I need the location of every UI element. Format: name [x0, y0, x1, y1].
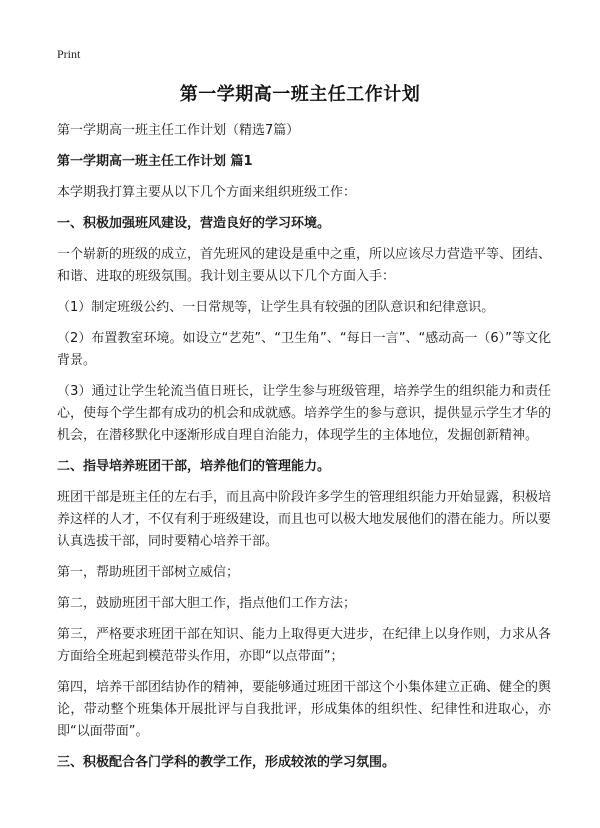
intro-paragraph: 本学期我打算主要从以下几个方面来组织班级工作： — [57, 185, 357, 200]
point-first: 第一，帮助班团干部树立威信； — [57, 565, 240, 580]
list-item-3: （3）通过让学生轮流当值日班长，让学生参与班级管理，培养学生的组织能力和责任心，使每个学生都有成功的机会和成就感。培养学生的参与意识，提供显示学生才华的机会，在潜移默化中逐渐形成自理自治能力，体现学生的主体地位，发掘创新精神。 — [57, 384, 552, 443]
point-fourth: 第四，培养干部团结协作的精神，要能够通过班团干部这个小集体建立正确、健全的舆论，带动整个班集体开展批评与自我批评，形成集体的组织性、纪律性和进取心，亦即“以面带面”。 — [57, 680, 552, 739]
point-third: 第三，严格要求班团干部在知识、能力上取得更大进步，在纪律上以身作则，力求从各方面给全班起到模范带头作用，亦即“以点带面”； — [57, 627, 552, 664]
document-subtitle: 第一学期高一班主任工作计划（精选7篇） — [57, 123, 300, 138]
heading-3: 三、积极配合各门学科的教学工作，形成较浓的学习氛围。 — [57, 755, 396, 770]
list-item-1: （1）制定班级公约、一日常规等，让学生具有较强的团队意识和纪律意识。 — [57, 300, 495, 315]
print-label[interactable]: Print — [57, 47, 81, 61]
point-second: 第二，鼓励班团干部大胆工作，指点他们工作方法； — [57, 596, 357, 611]
section-title: 第一学期高一班主任工作计划 篇1 — [57, 154, 253, 169]
document-title: 第一学期高一班主任工作计划 — [179, 84, 421, 105]
heading-1: 一、积极加强班风建设，营造良好的学习环境。 — [57, 216, 331, 231]
paragraph-2: 班团干部是班主任的左右手，而且高中阶段许多学生的管理组织能力开始显露，积极培养这样的人才，不仅有利于班级建设，而且也可以极大地发展他们的潜在能力。所以要认真选拔干部，同时要精心培养干部。 — [57, 490, 552, 549]
document-body — [57, 120, 551, 783]
paragraph-1: 一个崭新的班级的成立，首先班风的建设是重中之重，所以应该尽力营造平等、团结、和谐、进取的班级氛围。我计划主要从以下几个方面入手： — [57, 247, 552, 284]
list-item-2: （2）布置教室环境。如设立“艺苑”、“卫生角”、“每日一言”、“感动高一（6）”等文化背景。 — [57, 331, 551, 368]
heading-2: 二、指导培养班团干部，培养他们的管理能力。 — [57, 459, 331, 474]
